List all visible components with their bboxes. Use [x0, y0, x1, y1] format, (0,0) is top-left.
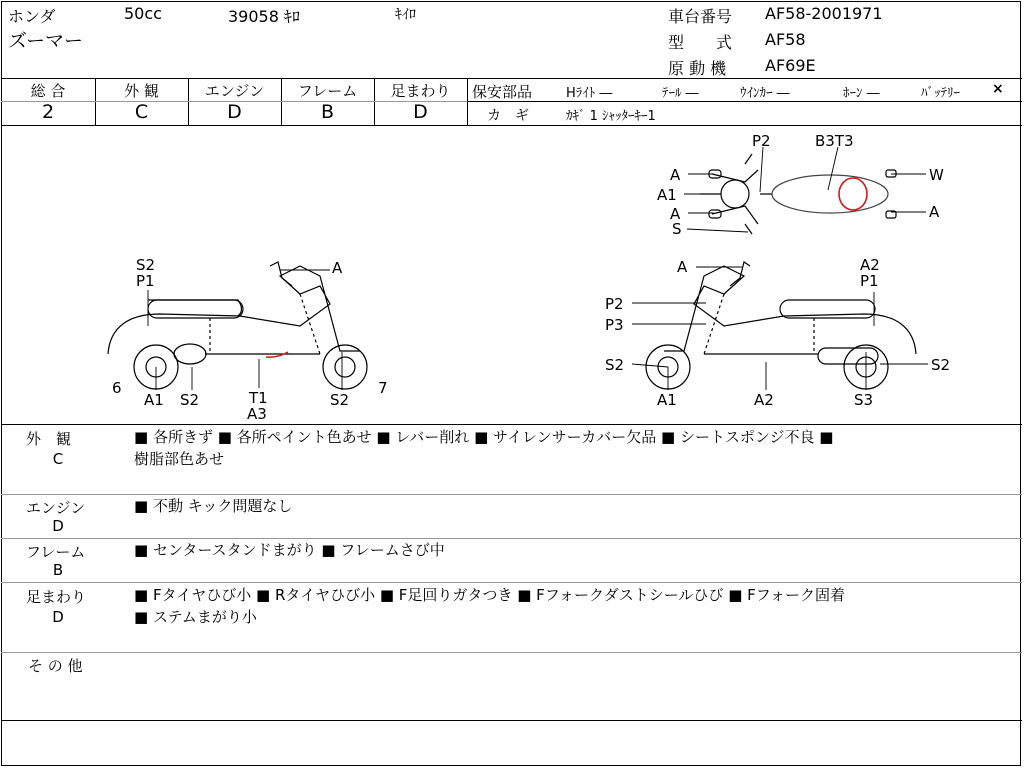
- model-name: ズーマー: [8, 30, 84, 52]
- frame-remark-text: ■ センタースタンドまがり ■ フレームさび中: [134, 541, 445, 559]
- label-right-a1: A1: [657, 391, 677, 409]
- exterior-label: 外 観: [124, 82, 159, 100]
- label-right-a2b: A2: [754, 391, 774, 409]
- label-top-a1: A1: [657, 186, 677, 204]
- frame-no-label: 車台番号: [668, 7, 733, 26]
- label-right-s2b: S2: [931, 356, 951, 374]
- label-right-a2: A2: [860, 256, 880, 274]
- label-left-a3: A3: [247, 405, 267, 423]
- label-top-w: W: [929, 166, 944, 184]
- exterior-remark-text-2: 樹脂部色あせ: [134, 450, 225, 468]
- label-right-a: A: [677, 258, 688, 276]
- frame-remark-grade: B: [52, 561, 64, 579]
- type-label: 型 式: [668, 33, 733, 52]
- label-left-6: 6: [112, 379, 122, 397]
- displacement: 50cc: [124, 4, 162, 23]
- exterior-remark-text: ■ 各所きず ■ 各所ペイント色あせ ■ レバー削れ ■ サイレンサーカバー欠品 ■ シートスポンジ不良 ■: [134, 428, 834, 446]
- label-left-a1: A1: [144, 391, 164, 409]
- label-top-a: A: [670, 166, 681, 184]
- suspension-remark-grade: D: [52, 608, 64, 626]
- type-value: AF58: [765, 30, 806, 49]
- engine-remark-title: エンジン: [26, 499, 86, 517]
- label-right-s3: S3: [854, 391, 874, 409]
- label-top-a-lower: A: [670, 205, 681, 223]
- frame-no: AF58-2001971: [765, 4, 883, 23]
- divider: [467, 101, 1022, 102]
- engine-remark-grade: D: [52, 517, 64, 535]
- winker-status: ｳｲﾝｶｰ ―: [740, 86, 790, 101]
- divider: [1, 720, 1022, 721]
- label-left-s2c: S2: [330, 391, 350, 409]
- label-left-t1: T1: [249, 389, 268, 407]
- label-left-s2: S2: [136, 256, 156, 274]
- key-value: ｶｷﾞ 1 ｼｬｯﾀｰｷｰ1: [566, 109, 656, 124]
- engine-value: AF69E: [765, 56, 816, 75]
- divider: [1, 424, 1022, 425]
- label-top-s: S: [672, 220, 682, 238]
- battery-mark: ×: [992, 81, 1004, 97]
- other-remark-title: そ の 他: [28, 657, 83, 675]
- label-left-s2b: S2: [180, 391, 200, 409]
- label-right-s2: S2: [605, 356, 625, 374]
- label-right-p2: P2: [605, 295, 624, 313]
- mileage: 39058 ｷﾛ: [228, 7, 300, 26]
- label-right-p3: P3: [605, 316, 624, 334]
- label-top-b3t3: B3T3: [815, 132, 854, 150]
- suspension-grade: D: [413, 101, 428, 123]
- label-right-p1: P1: [860, 272, 879, 290]
- label-top-p2: P2: [752, 132, 771, 150]
- key-label: カ ギ: [487, 108, 529, 124]
- engine-remark-text: ■ 不動 キック問題なし: [134, 497, 293, 515]
- suspension-remark-title: 足まわり: [26, 588, 87, 606]
- engine-grade: D: [227, 101, 242, 123]
- label-left-7: 7: [378, 379, 388, 397]
- suspension-grade-label: 足まわり: [390, 82, 451, 100]
- engine-grade-label: エンジン: [204, 82, 265, 100]
- safety-parts-label: 保安部品: [472, 83, 533, 101]
- mileage-unit: ｷｲﾛ: [395, 7, 416, 23]
- exterior-grade: C: [134, 101, 149, 123]
- overall-grade: 2: [41, 101, 55, 123]
- label-left-p1: P1: [136, 272, 155, 290]
- tail-status: ﾃｰﾙ ―: [662, 86, 699, 101]
- headlight-status: Hﾗｲﾄ ―: [566, 86, 613, 101]
- frame-grade: B: [320, 101, 335, 123]
- label-left-a: A: [332, 259, 343, 277]
- divider: [1, 582, 1022, 583]
- overall-label: 総 合: [30, 82, 66, 100]
- exterior-remark-grade: C: [52, 450, 64, 468]
- suspension-remark-text: ■ Fタイヤひび小 ■ Rタイヤひび小 ■ F足回りガタつき ■ Fフォークダストシールひび ■ Fフォーク固着: [134, 586, 846, 604]
- frame-grade-label: フレーム: [297, 82, 358, 100]
- battery-label: ﾊﾞｯﾃﾘｰ: [921, 86, 960, 101]
- divider: [1, 78, 1022, 79]
- label-top-a-right: A: [929, 203, 940, 221]
- engine-label: 原 動 機: [668, 59, 727, 78]
- maker: ホンダ: [8, 7, 56, 26]
- suspension-remark-text-2: ■ ステムまがり小: [134, 608, 257, 626]
- frame-remark-title: フレーム: [26, 543, 86, 561]
- horn-status: ﾎｰﾝ ―: [843, 86, 880, 101]
- divider: [1, 652, 1022, 653]
- top-view-scooter: [700, 154, 896, 234]
- damage-diagram: [0, 126, 1022, 424]
- exterior-remark-title: 外 観: [26, 430, 72, 448]
